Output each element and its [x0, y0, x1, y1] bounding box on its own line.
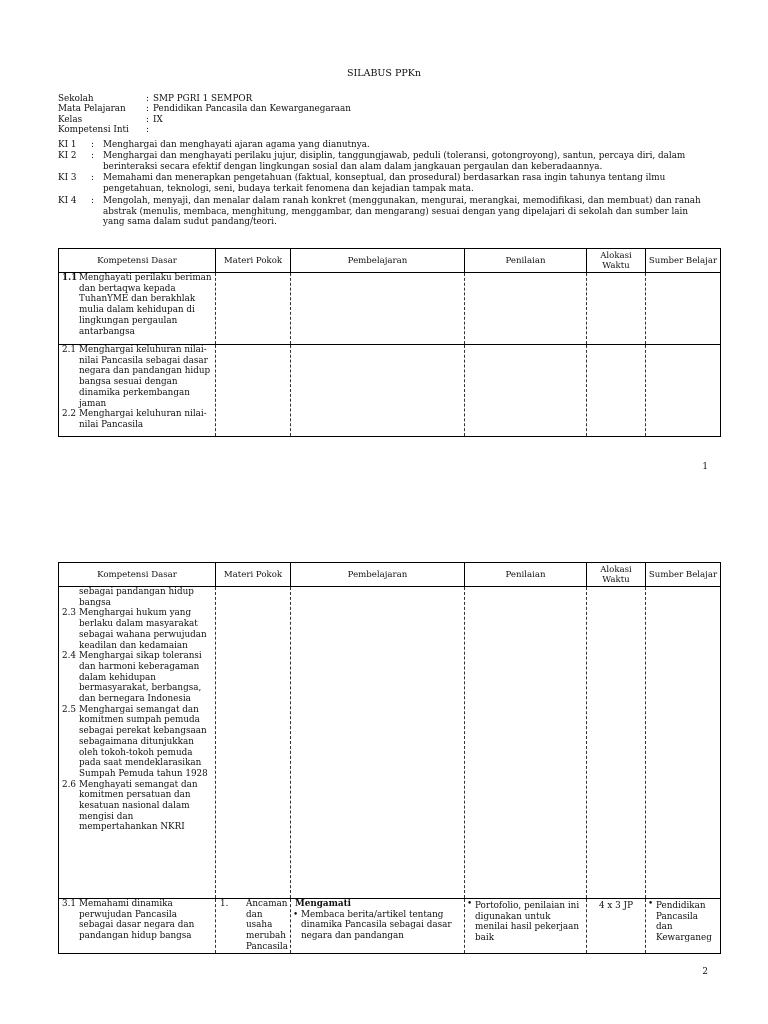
ki-text: Mengolah, menyaji, dan menalar dalam ranah konkret (menggunakan, mengurai, merangkai, memodifikasi, dan membuat) dan ranah abstrak (menulis, membaca, menghitung, menggambar, dan mengarang) sesuai dengan yang dipelajari di sekolah dan sumber lain yang sama dalam sudut pandang/teori. [103, 196, 701, 228]
kd-text: Memahami dinamika perwujudan Pancasila sebagai dasar negara dan pandangan hidup bangsa [79, 899, 195, 942]
ki-code: KI 4 [58, 196, 77, 206]
document-title: SILABUS PPKn [347, 68, 421, 79]
ki-text: Memahami dan menerapkan pengetahuan (faktual, konseptual, dan prosedural) berdasarkan rasa ingin tahunya tentang ilmu pengetahuan, teknologi, seni, budaya terkait fenomena dan kejadian tampak mata. [103, 173, 666, 194]
table-header-row [59, 249, 721, 273]
kd-number: 1.1 [62, 273, 78, 283]
materi-text: Ancaman dan usaha merubah Pancasila [246, 899, 288, 952]
ki-text: Menghargai dan menghayati perilaku jujur, disiplin, tanggungjawab, peduli (toleransi, gotongroyong), santun, percaya diri, dalam berinteraksi secara efektif dengan lingkungan sosial dan alam dalam jangkauan pergaulan dan keberadaannya. [103, 151, 686, 172]
pembelajaran-cell [291, 899, 465, 954]
kd-continuation: sebagai pandangan hidup bangsa [79, 587, 194, 608]
info-value: Pendidikan Pancasila dan Kewarganegaraan [153, 104, 351, 115]
document-page-2 [0, 512, 768, 1024]
kd-cell [59, 899, 216, 954]
kd-number: 2.3 [62, 608, 76, 619]
sumber-cell [646, 899, 721, 954]
alokasi-cell [587, 587, 646, 899]
table-row [59, 273, 721, 345]
penilaian-cell [465, 899, 587, 954]
header-materi-pokok: Materi Pokok [216, 563, 291, 587]
kd-text: Menghargai keluhuran nilai-nilai Pancasila sebagai dasar negara dan pandangan hidup bangsa sesuai dengan dinamika perkembangan jaman [79, 345, 211, 409]
info-row-sekolah [58, 94, 718, 104]
penilaian-cell [465, 273, 587, 345]
kd-text: Menghargai sikap toleransi dan harmoni keberagaman dalam kehidupan bermasyarakat, berbangsa, dan bernegara Indonesia [79, 651, 202, 705]
kd-item [59, 273, 215, 337]
sumber-cell [646, 587, 721, 899]
ki-code: KI 1 [58, 140, 77, 150]
kd-text: Menghayati perilaku beriman dan bertaqwa kepada TuhanYME dan berakhlak mulia dalam kehidupan di lingkungan pergaulan antarbangsa [79, 273, 212, 337]
header-alokasi-waktu: Alokasi Waktu [587, 563, 646, 587]
header-sumber-belajar: Sumber Belajar [646, 563, 721, 587]
school-info [58, 94, 718, 136]
syllabus-table-page-2 [58, 562, 721, 954]
colon: : [91, 196, 94, 206]
table-row [59, 587, 721, 899]
alokasi-cell [587, 899, 646, 954]
info-label: Kompetensi Inti [58, 125, 129, 136]
syllabus-table-page-1 [58, 248, 721, 437]
alokasi-value: 4 x 3 JP [599, 901, 633, 911]
alokasi-cell [587, 273, 646, 345]
pembelajaran-cell [291, 273, 465, 345]
header-sumber-belajar: Sumber Belajar [646, 249, 721, 273]
header-pembelajaran: Pembelajaran [291, 249, 465, 273]
kd-item [59, 409, 215, 430]
header-penilaian: Penilaian [465, 563, 587, 587]
info-value: SMP PGRI 1 SEMPOR [153, 94, 253, 104]
kd-item [59, 608, 215, 651]
kd-number: 2.6 [62, 779, 76, 790]
kd-number: 2.1 [62, 345, 76, 355]
header-pembelajaran: Pembelajaran [291, 563, 465, 587]
kd-item [59, 651, 215, 705]
kd-item [59, 705, 215, 780]
colon: : [146, 94, 149, 104]
info-label: Mata Pelajaran [58, 104, 126, 115]
header-alokasi-waktu: Alokasi Waktu [587, 249, 646, 273]
sumber-cell [646, 345, 721, 437]
page-number: 2 [702, 967, 708, 977]
kd-text: Menghayati semangat dan komitmen persatuan dan kesatuan nasional dalam mengisi dan mempertahankan NKRI [79, 779, 198, 833]
pembelajaran-cell [291, 345, 465, 437]
ki-code: KI 2 [58, 151, 77, 161]
kd-number: 3.1 [62, 899, 76, 909]
penilaian-cell [465, 587, 587, 899]
info-row-mata-pelajaran [58, 104, 718, 114]
table-row [59, 899, 721, 954]
kd-text: Menghargai semangat dan komitmen sumpah pemuda sebagai perekat kebangsaan sebagaimana ditunjukkan oleh tokoh-tokoh pemuda pada saat mendeklarasikan Sumpah Pemuda tahun 1928 [79, 704, 208, 779]
colon: : [91, 173, 94, 183]
kd-number: 2.4 [62, 651, 76, 662]
header-materi-pokok: Materi Pokok [216, 249, 291, 273]
colon: : [146, 104, 149, 115]
materi-cell [216, 899, 291, 954]
kd-item [59, 780, 215, 834]
ki-text: Menghargai dan menghayati ajaran agama yang dianutnya. [103, 140, 370, 150]
colon: : [91, 140, 94, 150]
header-kompetensi-dasar: Kompetensi Dasar [59, 249, 216, 273]
materi-number: 1. [220, 899, 229, 909]
pembelajaran-bullet: • Membaca berita/artikel tentang dinamika Pancasila sebagai dasar negara dan pandangan [291, 910, 464, 942]
kd-cell [59, 587, 216, 899]
kd-item [59, 345, 215, 409]
colon: : [146, 114, 149, 125]
info-label: Kelas [58, 114, 83, 125]
kd-cell [59, 273, 216, 345]
materi-cell [216, 587, 291, 899]
materi-cell [216, 273, 291, 345]
info-row-kelas [58, 115, 718, 125]
header-kompetensi-dasar: Kompetensi Dasar [59, 563, 216, 587]
sumber-cell [646, 273, 721, 345]
pembelajaran-cell [291, 587, 465, 899]
info-value: IX [153, 114, 163, 125]
alokasi-cell [587, 345, 646, 437]
header-penilaian: Penilaian [465, 249, 587, 273]
colon: : [146, 125, 149, 136]
colon: : [91, 151, 94, 161]
penilaian-cell [465, 345, 587, 437]
info-label: Sekolah [58, 94, 94, 104]
sumber-bullet: • Pendidikan Pancasila dan Kewarganeg [646, 899, 720, 944]
kd-text: Menghargai hukum yang berlaku dalam masyarakat sebagai wahana perwujudan keadilan dan kedamaian [79, 608, 207, 651]
kd-item [59, 899, 215, 942]
kd-text: Menghargai keluhuran nilai-nilai Pancasila [79, 409, 207, 430]
kd-number: 2.5 [62, 704, 76, 715]
table-row [59, 345, 721, 437]
kd-number: 2.2 [62, 409, 76, 420]
materi-cell [216, 345, 291, 437]
kd-cell [59, 345, 216, 437]
penilaian-bullet: • Portofolio, penilaian ini digunakan untuk menilai hasil pekerjaan baik [465, 899, 586, 944]
info-row-kompetensi-inti [58, 125, 718, 135]
ki-code: KI 3 [58, 173, 77, 183]
table-header-row [59, 563, 721, 587]
pembelajaran-heading: Mengamati [295, 899, 351, 909]
page-number: 1 [702, 462, 708, 472]
materi-item [216, 899, 290, 953]
